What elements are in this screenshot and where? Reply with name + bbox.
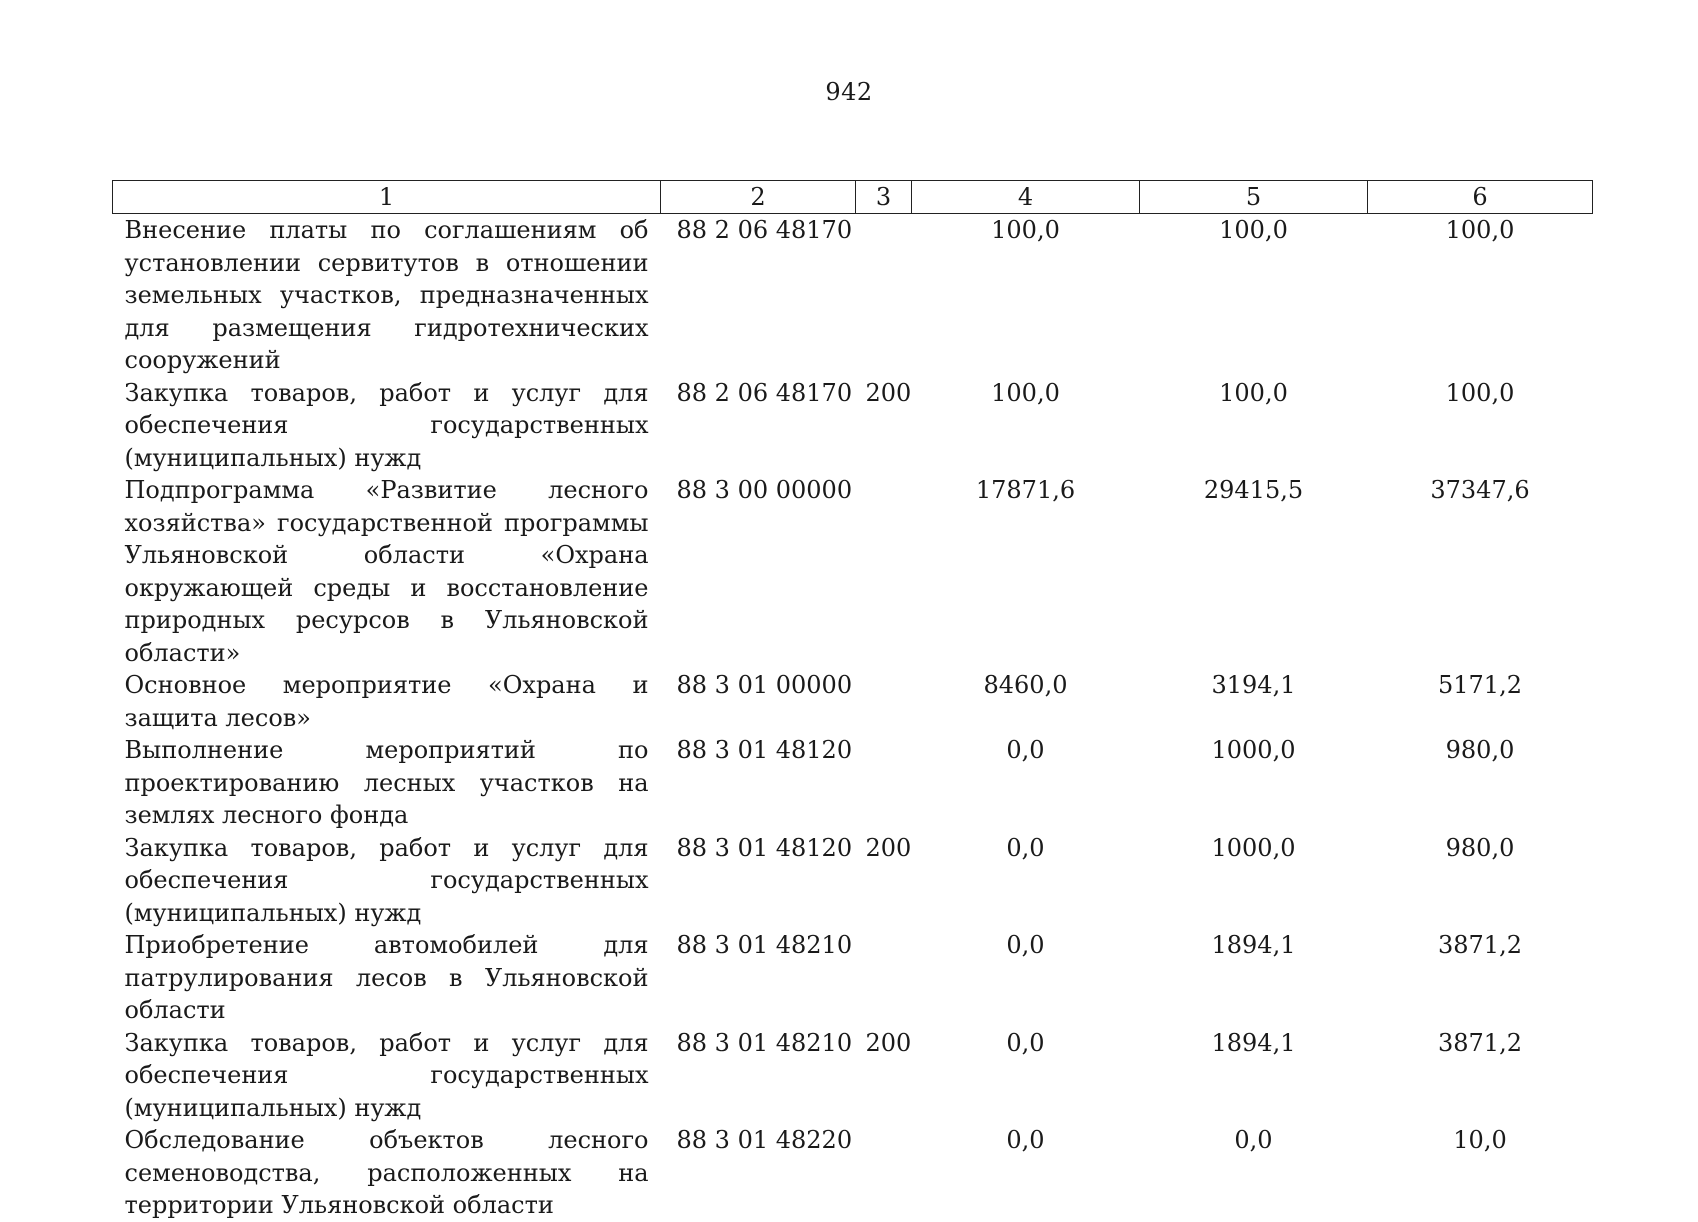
- row-value-4: 0,0: [1006, 931, 1045, 959]
- row-value-5: 1000,0: [1211, 833, 1296, 862]
- row-value-4: 0,0: [1006, 833, 1045, 862]
- row-value-4: 17871,6: [975, 476, 1076, 504]
- row-type: [856, 929, 912, 1027]
- row-code: 88 3 01 48210: [676, 931, 853, 959]
- row-name: Обследование объектов лесного семеноводства, расположенных на территории Ульяновской области: [124, 1126, 649, 1219]
- row-code: 88 3 01 48120: [676, 736, 853, 764]
- row-value-5: 100,0: [1219, 378, 1288, 407]
- row-type: [856, 1124, 912, 1222]
- row-code: 88 2 06 48170: [676, 378, 853, 407]
- row-name: Приобретение автомобилей для патрулирования лесов в Ульяновской области: [124, 931, 649, 1024]
- table-header: [113, 181, 1593, 214]
- row-value-5: 29415,5: [1203, 476, 1304, 504]
- row-value-6: 980,0: [1445, 833, 1515, 862]
- row-code: 88 2 06 48170: [676, 216, 853, 244]
- row-code: 88 3 01 48120: [676, 833, 853, 862]
- row-code: 88 3 01 48220: [676, 1126, 853, 1154]
- table-row: [113, 214, 1593, 377]
- row-value-6: 37347,6: [1430, 476, 1530, 504]
- row-value-6: 980,0: [1445, 736, 1515, 764]
- row-value-4: 100,0: [991, 378, 1060, 407]
- row-type: 200: [865, 833, 912, 862]
- row-value-5: 100,0: [1219, 216, 1288, 244]
- row-type: 200: [865, 1028, 912, 1057]
- row-name: Закупка товаров, работ и услуг для обеспечения государственных (муниципальных) нужд: [124, 378, 649, 472]
- row-value-4: 100,0: [991, 216, 1060, 244]
- budget-table-container: [112, 180, 1592, 1222]
- row-value-6: 5171,2: [1438, 671, 1522, 699]
- header-col-3: 3: [856, 181, 912, 214]
- header-col-1: 1: [113, 181, 661, 214]
- table-row: [113, 669, 1593, 734]
- row-value-6: 100,0: [1445, 378, 1515, 407]
- row-value-5: 1894,1: [1211, 931, 1296, 959]
- row-value-4: 0,0: [1006, 1028, 1045, 1057]
- row-value-6: 3871,2: [1438, 931, 1522, 959]
- row-value-5: 0,0: [1234, 1126, 1273, 1154]
- row-value-5: 1894,1: [1211, 1028, 1296, 1057]
- row-value-5: 1000,0: [1211, 736, 1296, 764]
- page-number: 942: [825, 78, 873, 106]
- row-value-6: 10,0: [1453, 1126, 1507, 1154]
- table-row: [113, 734, 1593, 832]
- header-col-6: 6: [1368, 181, 1593, 214]
- row-value-4: 8460,0: [983, 671, 1068, 699]
- row-code: 88 3 00 00000: [676, 476, 853, 504]
- row-name: Закупка товаров, работ и услуг для обеспечения государственных (муниципальных) нужд: [124, 1028, 649, 1122]
- table-row: [113, 929, 1593, 1027]
- row-value-5: 3194,1: [1211, 671, 1296, 699]
- row-type: [856, 734, 912, 832]
- row-value-6: 100,0: [1445, 216, 1515, 244]
- row-type: 200: [865, 378, 912, 407]
- header-col-5: 5: [1140, 181, 1368, 214]
- table-row: [113, 474, 1593, 669]
- header-row: [113, 181, 1593, 214]
- header-col-4: 4: [912, 181, 1140, 214]
- row-code: 88 3 01 48210: [676, 1028, 853, 1057]
- budget-table: [112, 180, 1593, 1222]
- table-row: [113, 1027, 1593, 1125]
- table-row: [113, 1124, 1593, 1222]
- row-type: [856, 214, 912, 377]
- table-row: [113, 377, 1593, 475]
- row-code: 88 3 01 00000: [676, 671, 853, 699]
- table-row: [113, 832, 1593, 930]
- row-value-4: 0,0: [1006, 736, 1045, 764]
- table-body: [113, 214, 1593, 1222]
- row-type: [856, 669, 912, 734]
- row-name: Выполнение мероприятий по проектированию лесных участков на землях лесного фонда: [124, 736, 649, 829]
- row-name: Закупка товаров, работ и услуг для обеспечения государственных (муниципальных) нужд: [124, 833, 649, 927]
- header-col-2: 2: [661, 181, 856, 214]
- row-name: Внесение платы по соглашениям об установлении сервитутов в отношении земельных участков, предназначенных для размещения гидротехнических сооружений: [124, 216, 649, 374]
- row-type: [856, 474, 912, 669]
- row-name: Подпрограмма «Развитие лесного хозяйства» государственной программы Ульяновской области «Охрана окружающей среды и восстановление природных ресурсов в Ульяновской области»: [124, 476, 649, 667]
- row-name: Основное мероприятие «Охрана и защита лесов»: [124, 671, 649, 732]
- row-value-4: 0,0: [1006, 1126, 1045, 1154]
- row-value-6: 3871,2: [1438, 1028, 1522, 1057]
